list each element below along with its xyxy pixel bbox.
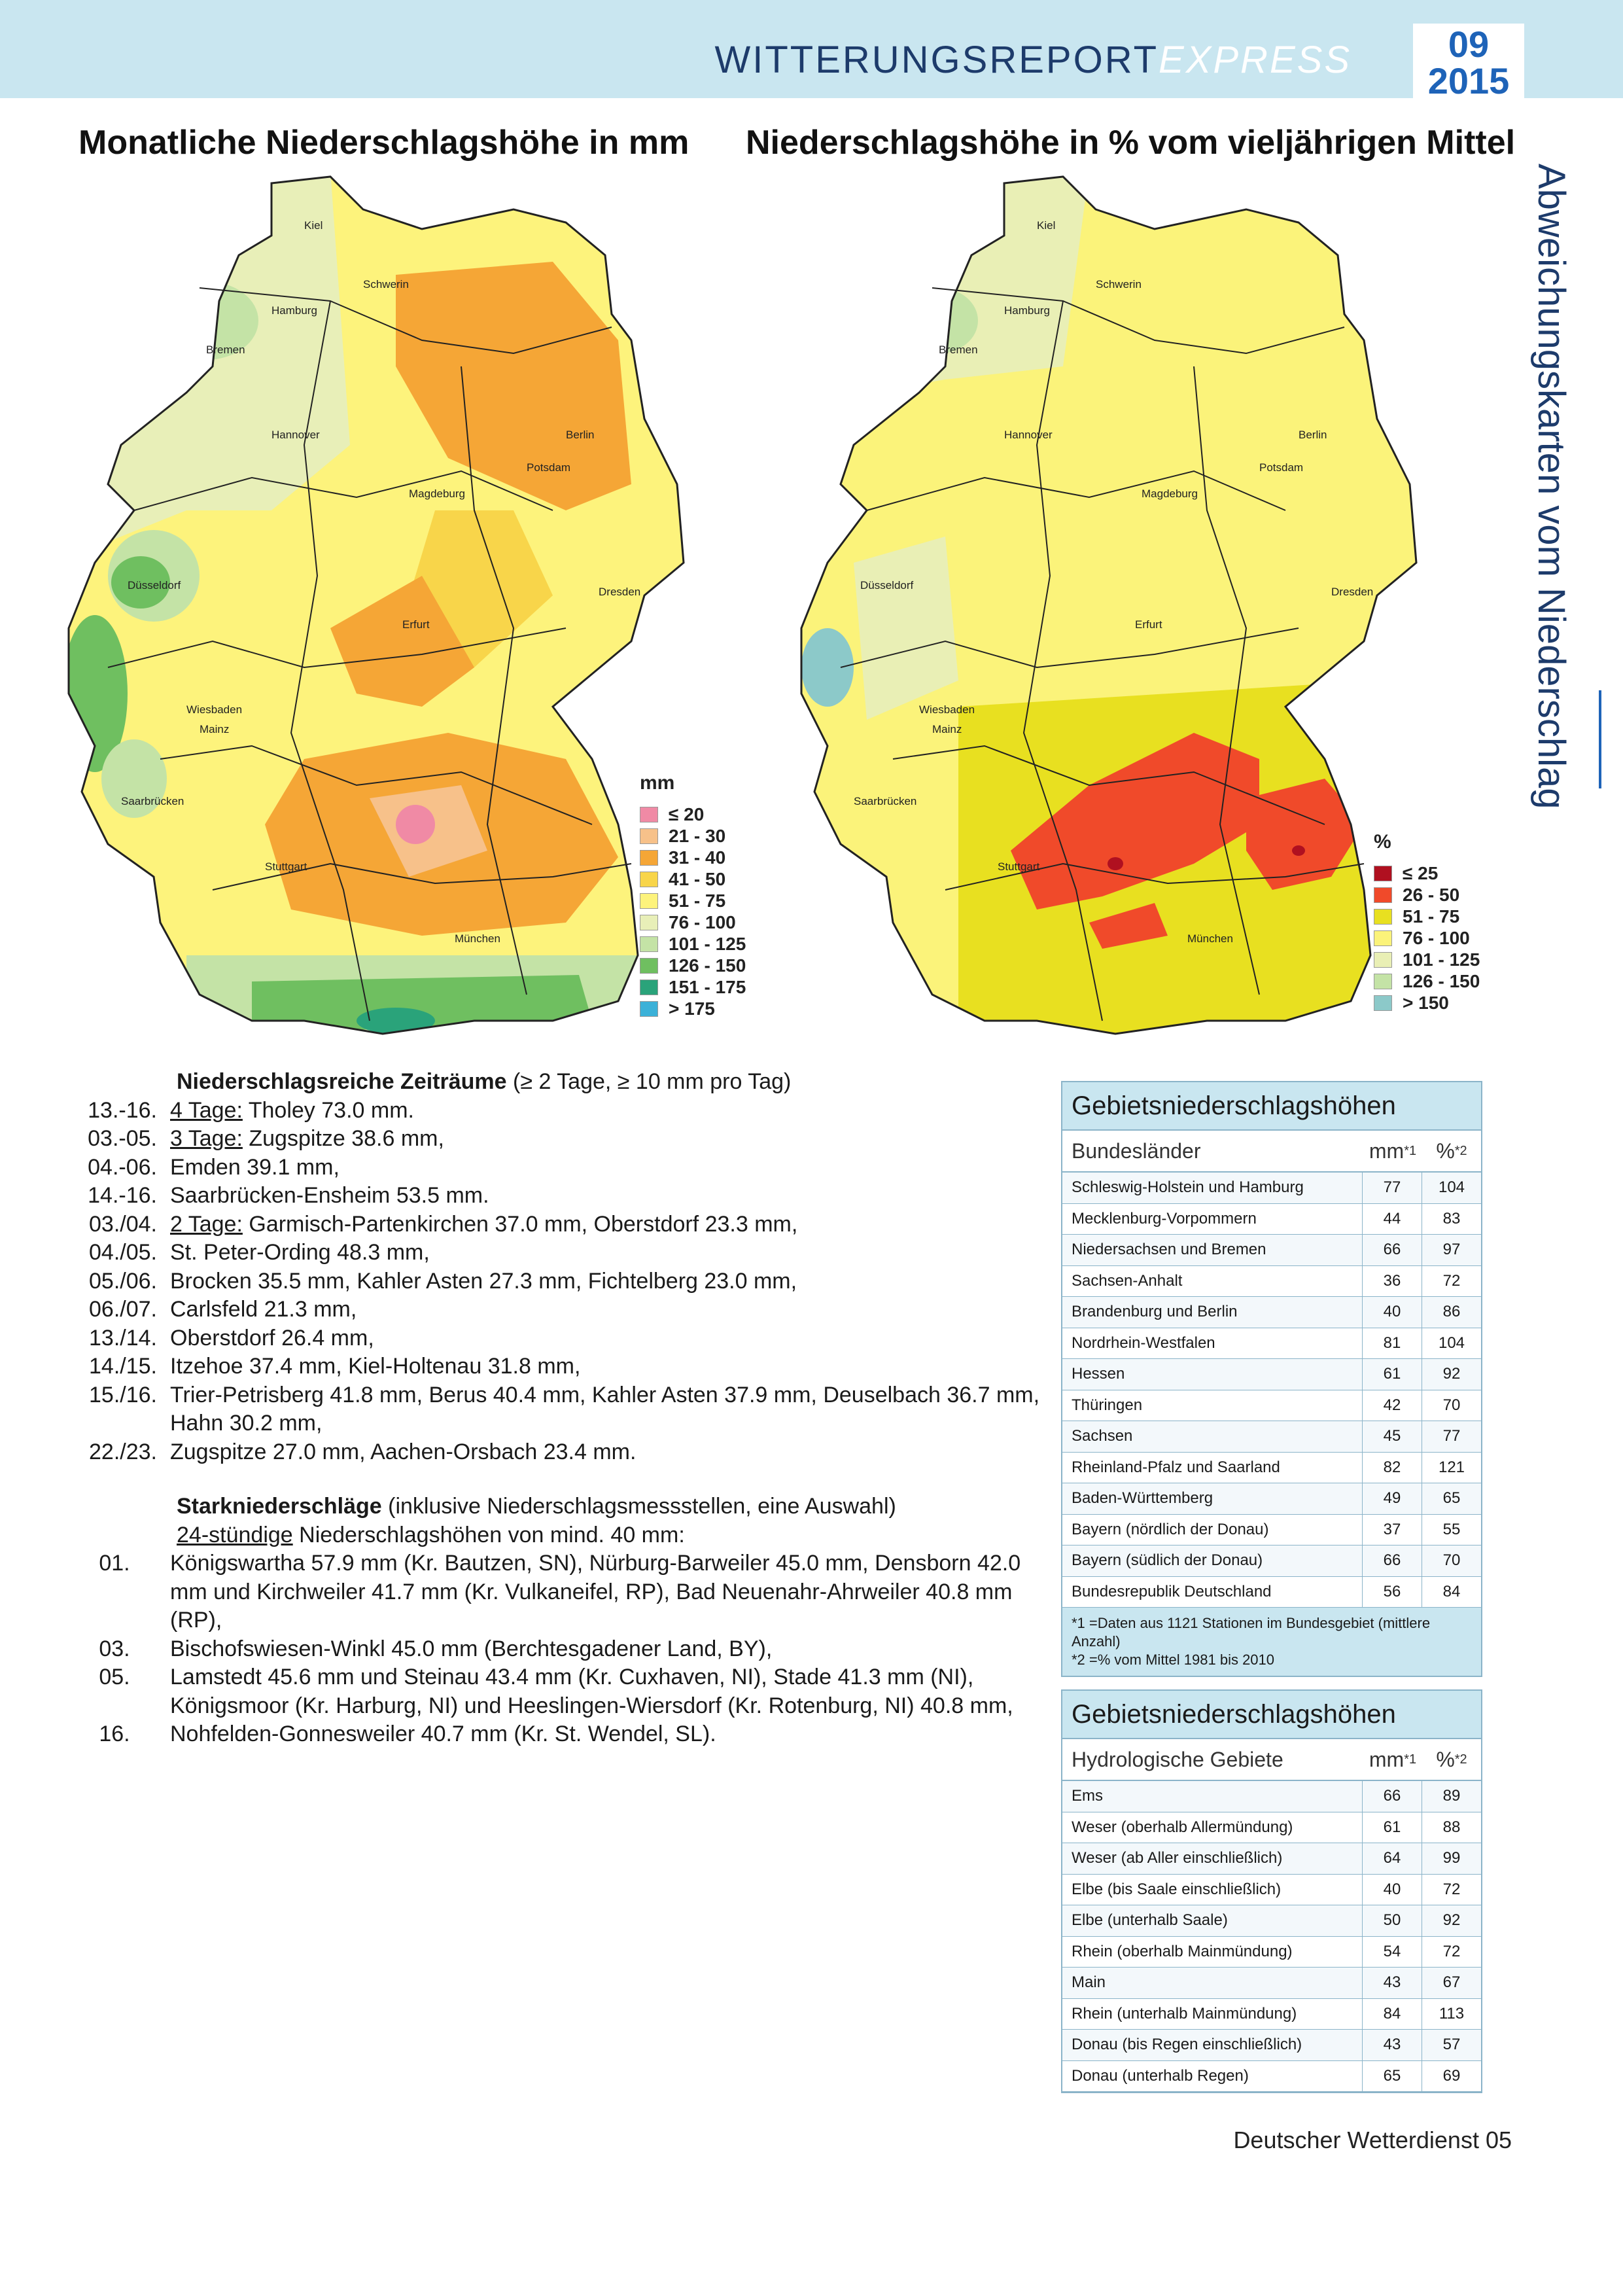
row-percent: 89: [1422, 1781, 1481, 1812]
periods-heading: [72, 1068, 1040, 1097]
legend-swatch: [1374, 887, 1392, 903]
legend-item: [640, 868, 746, 890]
legend-swatch: [1374, 909, 1392, 925]
row-mm: 64: [1362, 1843, 1422, 1874]
row-percent: 72: [1422, 1266, 1481, 1297]
table-row: [1062, 1781, 1481, 1812]
period-date: 04./05.: [89, 1240, 157, 1265]
period-days: 2 Tage:: [170, 1211, 243, 1237]
table-row: [1062, 1297, 1481, 1328]
legend-swatch: [640, 1001, 658, 1017]
side-title-wrap: [1505, 164, 1603, 809]
heavy-sub-rest: Niederschlagshöhen von mind. 40 mm:: [292, 1522, 685, 1547]
heavy-text: Königswartha 57.9 mm (Kr. Bautzen, SN), Nürburg-Barweiler 45.0 mm, Densborn 42.0 mm und Kirchweiler 41.7 mm (Kr. Vulkaneifel, RP), Bad Neuenahr-Ahrweiler 40.8 mm (RP),: [170, 1551, 1021, 1633]
city-label: Schwerin: [1096, 278, 1142, 291]
row-mm: 66: [1362, 1545, 1422, 1576]
period-values: Zugspitze 27.0 mm, Aachen-Orsbach 23.4 mm.: [170, 1439, 637, 1464]
table-row: [1062, 1968, 1481, 1999]
row-name: Rhein (unterhalb Mainmündung): [1072, 2004, 1297, 2022]
row-name: Sachsen-Anhalt: [1072, 1271, 1183, 1290]
precipitation-percent-map: [788, 170, 1442, 1040]
period-row: [72, 1438, 1040, 1467]
row-percent: 84: [1422, 1577, 1481, 1608]
period-date: 04.-06.: [88, 1154, 157, 1180]
col-name-header: Hydrologische Gebiete: [1072, 1747, 1283, 1771]
table-row: [1062, 2030, 1481, 2061]
city-label: Hamburg: [1004, 304, 1050, 317]
legend-swatch: [1374, 930, 1392, 946]
legend-item: [640, 998, 746, 1019]
legend-item: [640, 890, 746, 911]
text-section: [72, 1068, 1040, 1749]
heavy-row: [72, 1635, 1040, 1664]
table-header: [1062, 1131, 1481, 1173]
city-label: Potsdam: [527, 461, 571, 474]
city-label: Berlin: [566, 429, 595, 441]
period-row: [72, 1296, 1040, 1324]
city-label: Erfurt: [402, 618, 430, 631]
row-percent: 92: [1422, 1359, 1481, 1390]
side-rule: [1599, 690, 1601, 788]
period-row: [72, 1381, 1040, 1438]
period-days: 4 Tage:: [170, 1097, 243, 1123]
heavy-date: 05.: [99, 1665, 130, 1689]
period-row: [72, 1352, 1040, 1381]
row-percent: 70: [1422, 1390, 1481, 1421]
period-date: 22./23.: [89, 1439, 157, 1464]
row-percent: 55: [1422, 1515, 1481, 1545]
row-mm: 82: [1362, 1453, 1422, 1483]
footnote-1: *1 =Daten aus 1121 Stationen im Bundesgebiet (mittlere Anzahl): [1072, 1615, 1431, 1650]
legend-swatch: [640, 872, 658, 887]
period-date: 03.-05.: [88, 1126, 157, 1151]
row-name: Donau (bis Regen einschließlich): [1072, 2036, 1302, 2054]
period-text: [170, 1097, 1040, 1125]
period-date: 06./07.: [89, 1297, 157, 1322]
row-name: Rheinland-Pfalz und Saarland: [1072, 1458, 1280, 1476]
table-row: [1062, 1843, 1481, 1875]
row-name: Weser (oberhalb Allermündung): [1072, 1818, 1293, 1836]
col-percent-header: % *2: [1436, 1747, 1467, 1771]
period-date: 14./15.: [89, 1354, 157, 1379]
table-row: [1062, 1390, 1481, 1422]
city-label: Hannover: [1004, 429, 1053, 441]
period-values: Itzehoe 37.4 mm, Kiel-Holtenau 31.8 mm,: [170, 1354, 581, 1379]
period-date: 15./16.: [89, 1382, 157, 1407]
period-text: [170, 1210, 1040, 1239]
city-label: Saarbrücken: [121, 795, 184, 807]
row-mm: 44: [1362, 1204, 1422, 1235]
city-label: München: [455, 932, 500, 945]
heavy-heading: [72, 1492, 1040, 1521]
legend-label: 76 - 100: [669, 911, 736, 932]
table-row: [1062, 1577, 1481, 1608]
city-label: Dresden: [599, 586, 641, 598]
period-date: 03./04.: [89, 1211, 157, 1237]
table-row: [1062, 1173, 1481, 1204]
table-row: [1062, 1328, 1481, 1360]
period-row: [72, 1210, 1040, 1239]
city-label: Düsseldorf: [860, 579, 914, 592]
row-percent: 69: [1422, 2061, 1481, 2092]
row-percent: 104: [1422, 1328, 1481, 1359]
legend-swatch: [640, 828, 658, 844]
period-text: [170, 1125, 1040, 1154]
period-values: Saarbrücken-Ensheim 53.5 mm.: [170, 1183, 489, 1208]
legend-item: [1374, 992, 1480, 1014]
legend-item: [640, 804, 746, 825]
city-label: Erfurt: [1135, 618, 1162, 631]
period-values: Emden 39.1 mm,: [170, 1154, 340, 1180]
map-title-right: Niederschlagshöhe in % vom vieljährigen Mittel: [746, 124, 1516, 162]
table-title: Gebietsniederschlagshöhen: [1062, 1082, 1481, 1131]
row-name: Weser (ab Aller einschließlich): [1072, 1849, 1283, 1867]
table-header: [1062, 1739, 1481, 1781]
row-name: Nordrhein-Westfalen: [1072, 1333, 1215, 1352]
legend-item: [640, 847, 746, 868]
period-values: Carlsfeld 21.3 mm,: [170, 1297, 357, 1322]
legend-label: ≤ 20: [669, 804, 705, 824]
row-name: Bayern (nördlich der Donau): [1072, 1520, 1269, 1538]
heavy-text: Nohfelden-Gonnesweiler 40.7 mm (Kr. St. Wendel, SL).: [170, 1722, 716, 1746]
periods-heading-rest: (≥ 2 Tage, ≥ 10 mm pro Tag): [506, 1069, 792, 1094]
table-row: [1062, 1999, 1481, 2030]
legend-item: [640, 976, 746, 998]
legend-swatch: [640, 958, 658, 974]
period-row: [72, 1324, 1040, 1353]
row-mm: 56: [1362, 1577, 1422, 1608]
period-values: Garmisch-Partenkirchen 37.0 mm, Oberstdorf 23.3 mm,: [242, 1211, 798, 1237]
city-label: Kiel: [304, 219, 323, 232]
row-name: Sachsen: [1072, 1427, 1133, 1445]
legend-label: ≤ 25: [1403, 862, 1439, 883]
legend-label: 126 - 150: [1403, 970, 1480, 991]
row-percent: 121: [1422, 1453, 1481, 1483]
period-text: [170, 1381, 1040, 1438]
table-row: [1062, 1545, 1481, 1577]
period-date: 13./14.: [89, 1325, 157, 1351]
legend-item: [640, 911, 746, 933]
row-mm: 40: [1362, 1297, 1422, 1328]
table-row: [1062, 1453, 1481, 1484]
legend-mm: [640, 772, 746, 1019]
footnote-2: *2 =% vom Mittel 1981 bis 2010: [1072, 1651, 1275, 1668]
row-percent: 86: [1422, 1297, 1481, 1328]
legend-item: [640, 955, 746, 976]
map-title-left: Monatliche Niederschlagshöhe in mm: [79, 124, 689, 162]
heavy-list: [72, 1549, 1040, 1749]
legend-swatch: [1374, 974, 1392, 989]
legend-label: 31 - 40: [669, 847, 726, 868]
period-row: [72, 1097, 1040, 1125]
table-row: [1062, 1204, 1481, 1235]
issue-month: 09: [1448, 24, 1490, 65]
precipitation-mm-map: [56, 170, 710, 1040]
row-percent: 104: [1422, 1173, 1481, 1203]
row-name: Bundesrepublik Deutschland: [1072, 1582, 1272, 1600]
row-name: Schleswig-Holstein und Hamburg: [1072, 1178, 1304, 1197]
city-label: Wiesbaden: [186, 703, 243, 716]
city-label: Dresden: [1331, 586, 1374, 598]
heavy-heading-bold: Starkniederschläge: [177, 1494, 382, 1519]
legend-swatch: [640, 980, 658, 995]
row-name: Hessen: [1072, 1365, 1125, 1383]
row-mm: 45: [1362, 1421, 1422, 1452]
legend-label: 101 - 125: [669, 933, 746, 954]
legend-swatch: [640, 850, 658, 866]
table-row: [1062, 1421, 1481, 1453]
table-footnote: [1062, 1608, 1481, 1676]
heavy-date: 01.: [99, 1551, 130, 1576]
legend-swatch: [640, 807, 658, 822]
legend-swatch: [640, 936, 658, 952]
table-row: [1062, 1235, 1481, 1266]
row-mm: 66: [1362, 1781, 1422, 1812]
issue-box: [1413, 24, 1524, 102]
row-mm: 61: [1362, 1359, 1422, 1390]
row-mm: 81: [1362, 1328, 1422, 1359]
period-values: Tholey 73.0 mm.: [242, 1097, 414, 1123]
period-date: 14.-16.: [88, 1183, 157, 1208]
city-label: Mainz: [200, 723, 230, 735]
row-percent: 92: [1422, 1905, 1481, 1936]
city-label: Kiel: [1037, 219, 1056, 232]
legend-swatch: [640, 915, 658, 930]
legend-unit: mm: [640, 772, 675, 794]
city-label: Stuttgart: [998, 860, 1040, 873]
period-date: 13.-16.: [88, 1097, 157, 1123]
row-mm: 36: [1362, 1266, 1422, 1297]
period-text: [170, 1182, 1040, 1210]
period-values: Trier-Petrisberg 41.8 mm, Berus 40.4 mm, Kahler Asten 37.9 mm, Deuselbach 36.7 mm, Hahn 30.2 mm,: [170, 1382, 1040, 1436]
table-row: [1062, 2061, 1481, 2093]
legend-item: [1374, 862, 1480, 884]
legend-percent: [1374, 831, 1480, 1014]
period-text: [170, 1239, 1040, 1267]
table-row: [1062, 1483, 1481, 1515]
legend-label: 151 - 175: [669, 976, 746, 997]
row-mm: 54: [1362, 1937, 1422, 1968]
legend-label: > 150: [1403, 992, 1449, 1013]
row-percent: 99: [1422, 1843, 1481, 1874]
heavy-row: [72, 1549, 1040, 1635]
legend-item: [1374, 970, 1480, 992]
heavy-text: Bischofswiesen-Winkl 45.0 mm (Berchtesgadener Land, BY),: [170, 1636, 773, 1661]
row-mm: 66: [1362, 1235, 1422, 1265]
row-mm: 65: [1362, 2061, 1422, 2092]
row-percent: 72: [1422, 1937, 1481, 1968]
heavy-row: [72, 1663, 1040, 1720]
row-mm: 37: [1362, 1515, 1422, 1545]
legend-item: [1374, 949, 1480, 970]
table-row: [1062, 1812, 1481, 1844]
legend-swatch: [640, 893, 658, 909]
row-percent: 70: [1422, 1545, 1481, 1576]
city-label: Stuttgart: [265, 860, 307, 873]
city-label: Mainz: [932, 723, 962, 735]
period-text: [170, 1296, 1040, 1324]
col-mm-header: mm *1: [1369, 1139, 1417, 1163]
row-mm: 49: [1362, 1483, 1422, 1514]
heavy-heading-rest: (inklusive Niederschlagsmessstellen, eine Auswahl): [381, 1494, 896, 1519]
row-percent: 72: [1422, 1875, 1481, 1905]
period-row: [72, 1239, 1040, 1267]
city-label: Potsdam: [1259, 461, 1304, 474]
period-row: [72, 1154, 1040, 1182]
row-mm: 40: [1362, 1875, 1422, 1905]
legend-item: [1374, 927, 1480, 949]
legend-swatch: [1374, 952, 1392, 968]
period-values: Oberstdorf 26.4 mm,: [170, 1325, 374, 1351]
city-label: Hamburg: [271, 304, 317, 317]
row-percent: 83: [1422, 1204, 1481, 1235]
row-mm: 84: [1362, 1999, 1422, 2030]
table-bundeslaender: [1061, 1081, 1482, 1677]
table-row: [1062, 1359, 1481, 1390]
period-text: [170, 1438, 1040, 1467]
row-name: Thüringen: [1072, 1396, 1143, 1414]
city-label: Saarbrücken: [854, 795, 917, 807]
heavy-date: 03.: [99, 1636, 130, 1661]
period-row: [72, 1125, 1040, 1154]
row-name: Niedersachsen und Bremen: [1072, 1241, 1266, 1259]
row-name: Ems: [1072, 1787, 1103, 1805]
page-footer: Deutscher Wetterdienst 05: [1233, 2127, 1512, 2153]
legend-swatch: [1374, 995, 1392, 1011]
report-title: [715, 38, 1352, 82]
legend-unit: %: [1374, 831, 1391, 853]
legend-item: [640, 825, 746, 847]
city-label: Hannover: [271, 429, 320, 441]
periods-heading-bold: Niederschlagsreiche Zeiträume: [177, 1069, 507, 1094]
legend-item: [640, 933, 746, 955]
city-label: Bremen: [939, 344, 978, 356]
col-mm-header: mm *1: [1369, 1747, 1417, 1771]
row-name: Bayern (südlich der Donau): [1072, 1551, 1263, 1570]
period-text: [170, 1324, 1040, 1353]
city-label: Wiesbaden: [919, 703, 975, 716]
period-values: Zugspitze 38.6 mm,: [242, 1126, 444, 1151]
heavy-text: Lamstedt 45.6 mm und Steinau 43.4 mm (Kr. Cuxhaven, NI), Stade 41.3 mm (NI), Königsmoor (Kr. Harburg, NI) und Heeslingen-Wiersdorf (Kr. Rotenburg, NI) 40.8 mm,: [170, 1665, 1013, 1718]
row-percent: 77: [1422, 1421, 1481, 1452]
table-title: Gebietsniederschlagshöhen: [1062, 1691, 1481, 1739]
row-name: Elbe (unterhalb Saale): [1072, 1911, 1228, 1930]
row-name: Donau (unterhalb Regen): [1072, 2066, 1249, 2085]
row-mm: 43: [1362, 2030, 1422, 2060]
city-label: Düsseldorf: [128, 579, 181, 592]
table-row: [1062, 1937, 1481, 1968]
legend-label: 26 - 50: [1403, 884, 1460, 905]
row-name: Baden-Württemberg: [1072, 1489, 1213, 1508]
row-mm: 50: [1362, 1905, 1422, 1936]
city-label: Schwerin: [363, 278, 409, 291]
table-row: [1062, 1905, 1481, 1937]
heavy-sub-underlined: 24-stündige: [177, 1522, 293, 1547]
city-label: Magdeburg: [409, 487, 466, 500]
row-percent: 113: [1422, 1999, 1481, 2030]
period-values: Brocken 35.5 mm, Kahler Asten 27.3 mm, Fichtelberg 23.0 mm,: [170, 1268, 797, 1294]
row-percent: 65: [1422, 1483, 1481, 1514]
row-percent: 67: [1422, 1968, 1481, 1998]
heavy-date: 16.: [99, 1722, 130, 1746]
legend-item: [1374, 884, 1480, 906]
legend-label: 101 - 125: [1403, 949, 1480, 970]
row-mm: 77: [1362, 1173, 1422, 1203]
heavy-subheading: [72, 1521, 1040, 1550]
row-name: Brandenburg und Berlin: [1072, 1303, 1238, 1321]
col-percent-header: % *2: [1436, 1139, 1467, 1163]
city-label: Bremen: [206, 344, 245, 356]
table-row: [1062, 1515, 1481, 1546]
row-name: Rhein (oberhalb Mainmündung): [1072, 1942, 1293, 1960]
heavy-row: [72, 1720, 1040, 1749]
period-row: [72, 1267, 1040, 1296]
city-label: München: [1187, 932, 1233, 945]
period-text: [170, 1154, 1040, 1182]
report-title-sub: EXPRESS: [1159, 39, 1352, 81]
city-label: Berlin: [1299, 429, 1327, 441]
table-row: [1062, 1875, 1481, 1906]
legend-label: > 175: [669, 998, 715, 1019]
period-text: [170, 1267, 1040, 1296]
period-values: St. Peter-Ording 48.3 mm,: [170, 1240, 430, 1265]
row-percent: 88: [1422, 1812, 1481, 1843]
row-mm: 42: [1362, 1390, 1422, 1421]
issue-year: 2015: [1427, 60, 1510, 101]
report-title-main: WITTERUNGSREPORT: [714, 39, 1159, 81]
row-percent: 57: [1422, 2030, 1481, 2060]
city-label: Magdeburg: [1142, 487, 1198, 500]
row-mm: 43: [1362, 1968, 1422, 1998]
legend-item: [1374, 906, 1480, 927]
legend-label: 41 - 50: [669, 868, 726, 889]
row-name: Mecklenburg-Vorpommern: [1072, 1209, 1257, 1227]
legend-label: 76 - 100: [1403, 927, 1470, 948]
legend-label: 126 - 150: [669, 955, 746, 976]
legend-label: 51 - 75: [1403, 906, 1460, 927]
period-date: 05./06.: [89, 1268, 157, 1294]
period-text: [170, 1352, 1040, 1381]
row-name: Elbe (bis Saale einschließlich): [1072, 1880, 1282, 1898]
legend-label: 21 - 30: [669, 825, 726, 846]
row-mm: 61: [1362, 1812, 1422, 1843]
side-title: Abweichungskarten vom Niederschlag: [1530, 164, 1573, 809]
row-name: Main: [1072, 1973, 1106, 1992]
table-hydrologische-gebiete: [1061, 1689, 1482, 2093]
period-row: [72, 1182, 1040, 1210]
row-percent: 97: [1422, 1235, 1481, 1265]
col-name-header: Bundesländer: [1072, 1139, 1201, 1163]
period-list: [72, 1097, 1040, 1467]
period-days: 3 Tage:: [170, 1126, 243, 1151]
table-row: [1062, 1266, 1481, 1298]
legend-swatch: [1374, 866, 1392, 881]
legend-label: 51 - 75: [669, 890, 726, 911]
